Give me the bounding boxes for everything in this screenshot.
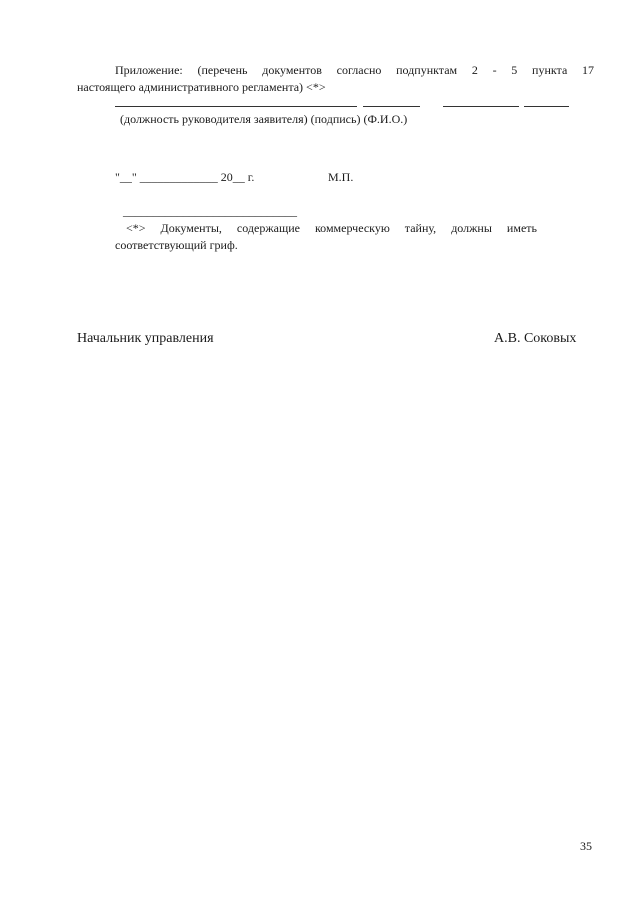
page-number: 35 bbox=[580, 839, 592, 853]
position-signature-line bbox=[115, 106, 357, 107]
date-field: "__" _____________ 20__ г. bbox=[115, 170, 255, 184]
signature-labels: (должность руководителя заявителя) (подпись) (Ф.И.О.) bbox=[120, 112, 408, 126]
footnote-line-1: <*> Документы, содержащие коммерческую тайну, должны иметь bbox=[126, 221, 537, 235]
appendix-line-2: настоящего административного регламента) <*> bbox=[77, 80, 326, 94]
seal-label: М.П. bbox=[328, 170, 354, 184]
signature-line bbox=[363, 106, 420, 107]
footnote-line-2: соответствующий гриф. bbox=[115, 238, 238, 252]
head-name: А.В. Соковых bbox=[494, 331, 577, 346]
footnote-rule: _____________________________ bbox=[123, 204, 297, 218]
name-line-1 bbox=[443, 106, 519, 107]
head-position: Начальник управления bbox=[77, 331, 214, 346]
name-line-2 bbox=[524, 106, 569, 107]
appendix-line-1: Приложение: (перечень документов согласно подпунктам 2 - 5 пункта 17 bbox=[115, 63, 594, 77]
